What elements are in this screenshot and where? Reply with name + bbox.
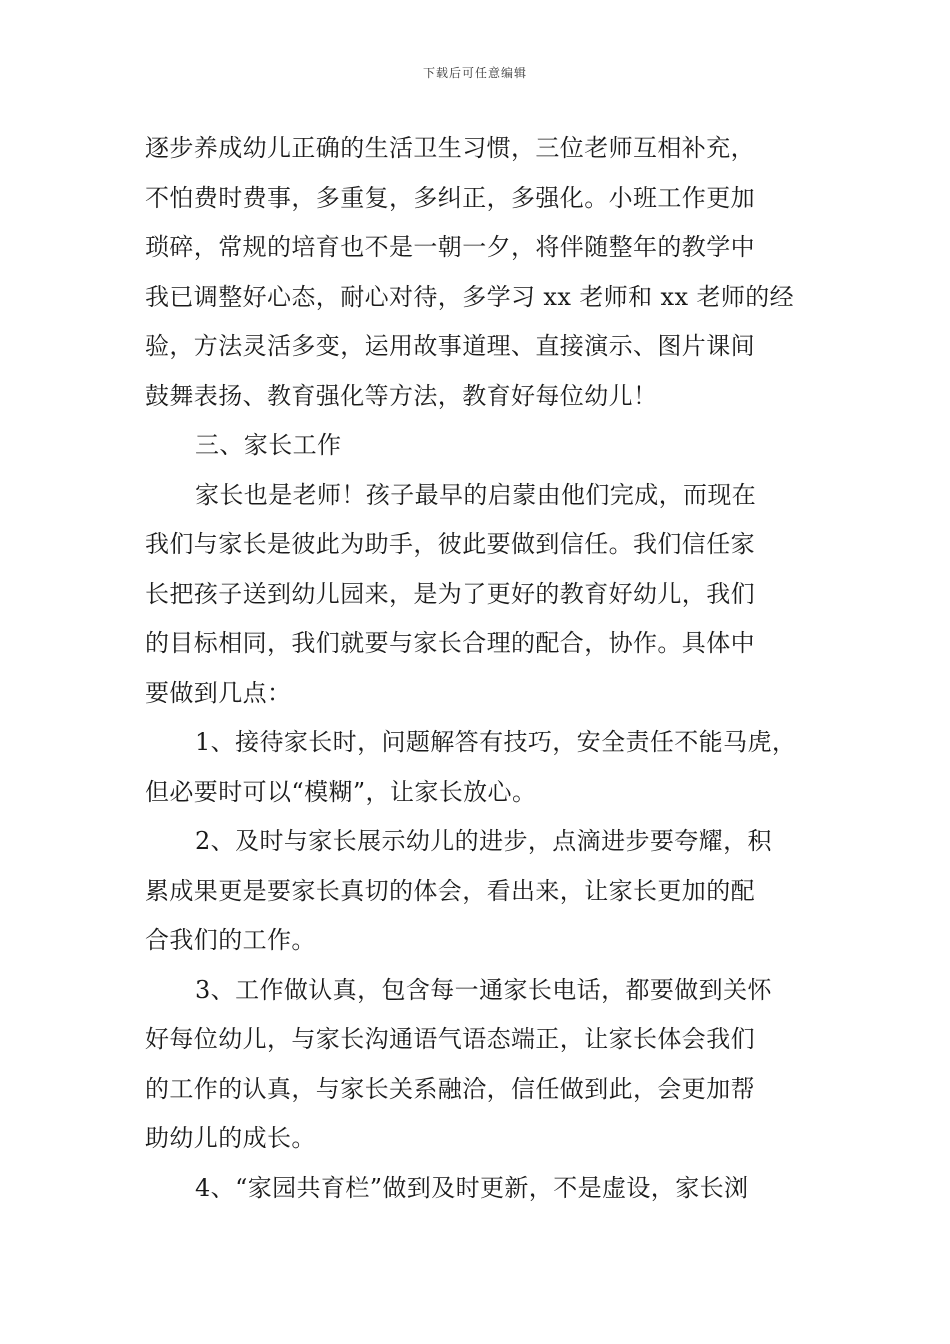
list-item-line: 3、工作做认真，包含每一通家长电话，都要做到关怀: [195, 975, 772, 1004]
text-line: 鼓舞表扬、教育强化等方法，教育好每位幼儿！: [145, 381, 658, 410]
text-line: 家长也是老师！孩子最早的启蒙由他们完成，而现在: [195, 480, 757, 509]
text-line: 不怕费时费事，多重复，多纠正，多强化。小班工作更加: [145, 183, 755, 212]
page-header: 下载后可任意编辑: [422, 66, 527, 80]
list-item-line: 1、接待家长时，问题解答有技巧，安全责任不能马虎，: [195, 728, 797, 756]
text-line: 助幼儿的成长。: [145, 1124, 316, 1152]
document-body: [145, 124, 825, 1213]
list-item-line: 4、“家园共育栏”做到及时更新，不是虚设，家长浏: [195, 1173, 749, 1202]
text-line: 合我们的工作。: [145, 926, 316, 954]
text-line: 长把孩子送到幼儿园来，是为了更好的教育好幼儿，我们: [145, 579, 755, 608]
list-item-line: 2、及时与家长展示幼儿的进步，点滴进步要夸耀，积: [195, 827, 772, 855]
text-line: 好每位幼儿，与家长沟通语气语态端正，让家长体会我们: [145, 1025, 755, 1053]
text-line: 累成果更是要家长真切的体会，看出来，让家长更加的配: [145, 876, 755, 905]
text-line: 逐步养成幼儿正确的生活卫生习惯，三位老师互相补充，: [145, 134, 755, 162]
text-line: 要做到几点：: [145, 678, 292, 707]
text-line: 的工作的认真，与家长关系融洽，信任做到此，会更加帮: [145, 1074, 755, 1103]
text-line: 琐碎，常规的培育也不是一朝一夕，将伴随整年的教学中: [145, 233, 755, 261]
text-line: 我们与家长是彼此为助手，彼此要做到信任。我们信任家: [145, 530, 755, 558]
text-line: 我已调整好心态，耐心对待，多学习 xx 老师和 xx 老师的经: [145, 282, 795, 311]
text-line: 但必要时可以“模糊”，让家长放心。: [145, 777, 537, 806]
section-heading: 三、家长工作: [195, 431, 342, 459]
text-line: 验，方法灵活多变，运用故事道理、直接演示、图片课间: [145, 332, 755, 360]
text-line: 的目标相同，我们就要与家长合理的配合，协作。具体中: [145, 629, 755, 657]
